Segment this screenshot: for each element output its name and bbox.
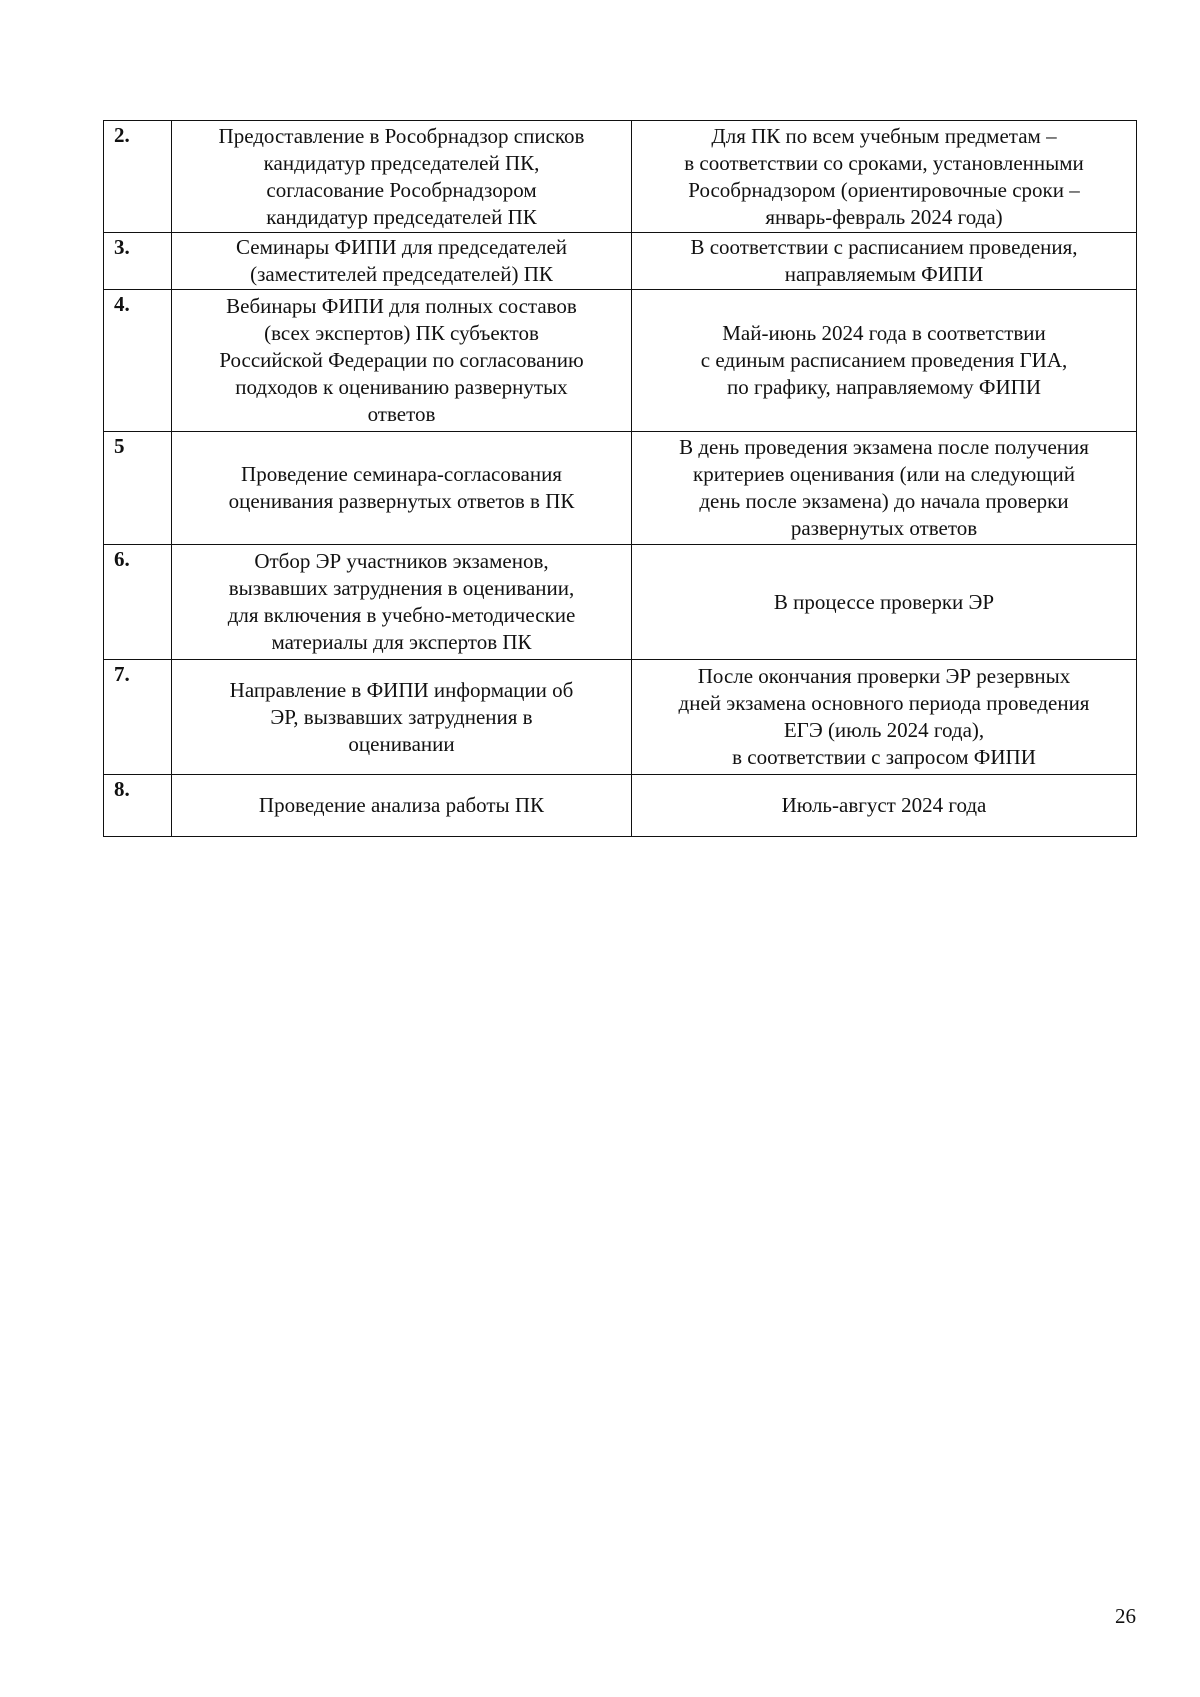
table-row bbox=[104, 660, 1137, 775]
event-cell: Проведение анализа работы ПК bbox=[172, 775, 632, 837]
row-number: 4. bbox=[104, 290, 172, 432]
table-row bbox=[104, 233, 1137, 290]
event-cell: Проведение семинара-согласования оценивания развернутых ответов в ПК bbox=[172, 432, 632, 545]
row-number: 5 bbox=[104, 432, 172, 545]
row-number: 3. bbox=[104, 233, 172, 290]
row-number: 8. bbox=[104, 775, 172, 837]
term-cell: В процессе проверки ЭР bbox=[632, 545, 1137, 660]
table-row bbox=[104, 290, 1137, 432]
event-cell: Направление в ФИПИ информации об ЭР, вызвавших затруднения в оценивании bbox=[172, 660, 632, 775]
event-cell: Предоставление в Рособрнадзор списков кандидатур председателей ПК, согласование Рособрнадзором кандидатур председателей ПК bbox=[172, 121, 632, 233]
row-number: 7. bbox=[104, 660, 172, 775]
schedule-table bbox=[103, 120, 1137, 837]
term-cell: В день проведения экзамена после получения критериев оценивания (или на следующий день после экзамена) до начала проверки развернутых ответов bbox=[632, 432, 1137, 545]
term-cell: В соответствии с расписанием проведения, направляемым ФИПИ bbox=[632, 233, 1137, 290]
term-cell: Май-июнь 2024 года в соответствии с единым расписанием проведения ГИА, по графику, направляемому ФИПИ bbox=[632, 290, 1137, 432]
page-number: 26 bbox=[1115, 1604, 1136, 1628]
table-row bbox=[104, 121, 1137, 233]
event-cell: Вебинары ФИПИ для полных составов (всех экспертов) ПК субъектов Российской Федерации по согласованию подходов к оцениванию развернутых ответов bbox=[172, 290, 632, 432]
table-row bbox=[104, 545, 1137, 660]
term-cell: Для ПК по всем учебным предметам – в соответствии со сроками, установленными Рособрнадзором (ориентировочные сроки – январь-февраль 2024 года) bbox=[632, 121, 1137, 233]
event-cell: Отбор ЭР участников экзаменов, вызвавших затруднения в оценивании, для включения в учебно-методические материалы для экспертов ПК bbox=[172, 545, 632, 660]
term-cell: Июль-август 2024 года bbox=[632, 775, 1137, 837]
row-number: 2. bbox=[104, 121, 172, 233]
row-number: 6. bbox=[104, 545, 172, 660]
table-row bbox=[104, 775, 1137, 837]
term-cell: После окончания проверки ЭР резервных дней экзамена основного периода проведения ЕГЭ (июль 2024 года), в соответствии с запросом ФИПИ bbox=[632, 660, 1137, 775]
table-row bbox=[104, 432, 1137, 545]
event-cell: Семинары ФИПИ для председателей (заместителей председателей) ПК bbox=[172, 233, 632, 290]
